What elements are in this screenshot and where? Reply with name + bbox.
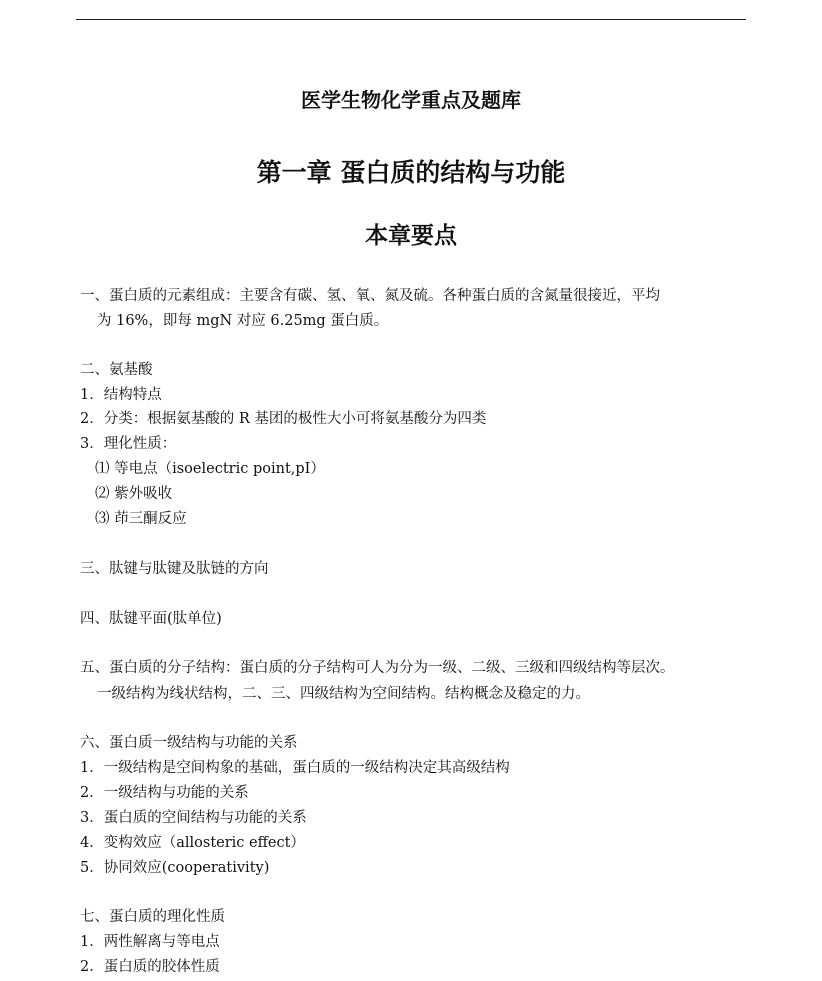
header-rule xyxy=(76,19,746,20)
point-6-item-2: 2．一级结构与功能的关系 xyxy=(80,785,249,801)
point-2-subitem-3: ⑶ 茚三酮反应 xyxy=(95,511,187,527)
point-6-item-1: 1．一级结构是空间构象的基础，蛋白质的一级结构决定其高级结构 xyxy=(80,760,510,776)
point-7-item-1: 1．两性解离与等电点 xyxy=(80,934,220,950)
point-6-item-4: 4．变构效应（allosteric effect） xyxy=(80,835,305,851)
point-2-item-3: 3．理化性质： xyxy=(80,436,177,452)
point-3-heading: 三、肽键与肽键及肽链的方向 xyxy=(80,561,269,577)
point-2-item-1: 1．结构特点 xyxy=(80,387,162,403)
point-4-heading: 四、肽键平面(肽单位) xyxy=(80,611,222,627)
point-1-line-1: 一、蛋白质的元素组成：主要含有碳、氢、氧、氮及硫。各种蛋白质的含氮量很接近，平均 xyxy=(80,288,660,304)
point-6-item-3: 3．蛋白质的空间结构与功能的关系 xyxy=(80,810,307,826)
document-title: 医学生物化学重点及题库 xyxy=(301,88,521,112)
point-2-subitem-1: ⑴ 等电点（isoelectric point,pI） xyxy=(95,461,325,477)
point-5-line-1: 五、蛋白质的分子结构：蛋白质的分子结构可人为分为一级、二级、三级和四级结构等层次。 xyxy=(80,660,675,676)
chapter-title: 第一章 蛋白质的结构与功能 xyxy=(256,158,566,187)
point-6-item-5: 5．协同效应(cooperativity) xyxy=(80,860,270,876)
point-7-heading: 七、蛋白质的理化性质 xyxy=(80,909,225,925)
point-2-subitem-2: ⑵ 紫外吸收 xyxy=(95,486,173,502)
point-1-line-2: 为 16%，即每 mgN 对应 6.25mg 蛋白质。 xyxy=(97,313,389,329)
point-5-line-2: 一级结构为线状结构，二、三、四级结构为空间结构。结构概念及稳定的力。 xyxy=(97,686,590,702)
point-6-heading: 六、蛋白质一级结构与功能的关系 xyxy=(80,735,298,751)
point-2-item-2: 2．分类：根据氨基酸的 R 基团的极性大小可将氨基酸分为四类 xyxy=(80,411,487,427)
section-title: 本章要点 xyxy=(365,222,457,249)
point-7-item-2: 2．蛋白质的胶体性质 xyxy=(80,959,220,975)
point-2-heading: 二、氨基酸 xyxy=(80,362,153,378)
